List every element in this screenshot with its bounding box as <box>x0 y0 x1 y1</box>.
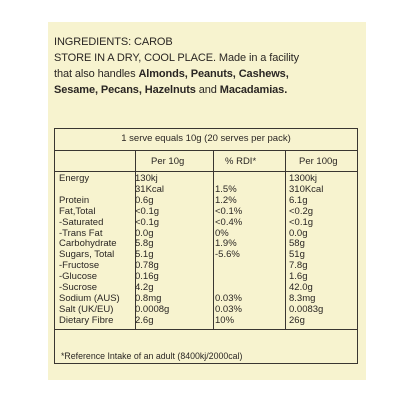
value-per-100g: 1.6g <box>289 271 308 283</box>
value-per-10g: 0.6g <box>135 194 154 206</box>
divider-top <box>55 150 357 151</box>
value-per-10g: 0.0008g <box>135 303 170 315</box>
value-per-10g: <0.1g <box>135 216 160 228</box>
nutrient-name: Carbohydrate <box>59 238 117 250</box>
nutrient-name: Sodium (AUS) <box>59 292 120 304</box>
allergens-b: Sesame, Pecans, Hazelnuts <box>54 84 196 96</box>
value-rdi <box>211 272 285 283</box>
value-per-100g: 58g <box>289 238 305 250</box>
value-rdi: 0% <box>215 227 229 239</box>
value-per-10g: 0.8mg <box>135 292 162 304</box>
nutrition-panel <box>54 128 358 364</box>
value-per-100g: <0.2g <box>289 205 314 217</box>
value-per-100g: <0.1g <box>289 216 314 228</box>
allergens-a: Almonds, Peanuts, Cashews, <box>138 68 289 80</box>
storage-line: STORE IN A DRY, COOL PLACE. Made in a facility <box>54 52 300 64</box>
nutrient-name: Energy <box>59 173 90 184</box>
nutrient-name: Fat,Total <box>59 205 96 217</box>
nutrient-name: -Glucose <box>59 271 98 283</box>
table-row <box>59 316 357 327</box>
value-per-100g: 0.0g <box>289 227 308 239</box>
nutrient-name: -Trans Fat <box>59 227 103 239</box>
allergen-joiner: and <box>195 84 220 96</box>
table-row <box>59 185 357 196</box>
value-rdi: 1.5% <box>215 183 237 195</box>
value-per-10g: <0.1g <box>135 205 160 217</box>
table-row <box>59 250 357 261</box>
value-per-10g: 2.6g <box>135 314 154 326</box>
nutrition-rows <box>59 174 357 327</box>
value-rdi: 0.03% <box>215 292 242 304</box>
nutrient-name: Dietary Fibre <box>59 314 114 326</box>
nutrient-name: -Fructose <box>59 260 100 272</box>
allergen-line-2 <box>54 82 362 98</box>
ingredients-block <box>54 34 362 98</box>
value-per-100g: 0.0083g <box>289 303 324 315</box>
value-per-100g: 26g <box>289 314 305 326</box>
value-per-100g: 310Kcal <box>289 183 324 195</box>
nutrient-name: Sugars, Total <box>59 249 115 261</box>
allergens-c: Macadamias. <box>219 84 288 96</box>
table-row <box>59 261 357 272</box>
value-rdi: 10% <box>215 314 235 326</box>
value-rdi: <0.1% <box>215 205 243 217</box>
nutrient-name: Salt (UK/EU) <box>59 303 114 315</box>
value-per-100g: 7.8g <box>289 260 308 272</box>
value-per-10g: 5.8g <box>135 238 154 250</box>
value-per-10g: 5.1g <box>135 249 154 261</box>
value-per-10g: 130kj <box>135 173 158 184</box>
allergen-intro: that also handles <box>54 68 139 80</box>
nutrition-table <box>59 174 357 327</box>
value-rdi: -5.6% <box>215 249 240 261</box>
header-rdi: % RDI* <box>225 156 257 167</box>
nutrient-name: -Sucrose <box>59 282 98 294</box>
allergen-line-1 <box>54 66 362 82</box>
nutrient-name: -Saturated <box>59 216 104 228</box>
divider-bottom <box>55 329 357 330</box>
ingredients-line: INGREDIENTS: CAROB <box>54 36 173 48</box>
table-row <box>59 218 357 229</box>
divider-header <box>55 171 357 172</box>
value-rdi: 1.2% <box>215 194 237 206</box>
value-per-10g: 0.78g <box>135 260 159 272</box>
value-per-10g: 4.2g <box>135 282 154 294</box>
value-per-10g: 0.16g <box>135 271 159 283</box>
value-per-100g: 1300kj <box>289 173 317 184</box>
value-per-100g: 6.1g <box>289 194 308 206</box>
value-per-100g: 51g <box>289 249 305 261</box>
value-per-100g: 8.3mg <box>289 292 316 304</box>
nutrition-label <box>48 22 366 380</box>
header-per-100g: Per 100g <box>299 156 338 167</box>
value-rdi: <0.4% <box>215 216 243 228</box>
table-row <box>59 207 357 218</box>
value-rdi: 0.03% <box>215 303 242 315</box>
value-per-100g: 42.0g <box>289 282 313 294</box>
value-rdi: 1.9% <box>215 238 237 250</box>
nutrient-name: Protein <box>59 194 90 206</box>
value-rdi <box>211 261 285 272</box>
value-per-10g: 31Kcal <box>135 183 165 195</box>
header-per-10g: Per 10g <box>151 156 185 167</box>
value-per-10g: 0.0g <box>135 227 154 239</box>
serving-info: 1 serve equals 10g (20 serves per pack) <box>121 133 291 144</box>
reference-intake-footnote: *Reference Intake of an adult (8400kj/2000cal) <box>61 351 243 361</box>
